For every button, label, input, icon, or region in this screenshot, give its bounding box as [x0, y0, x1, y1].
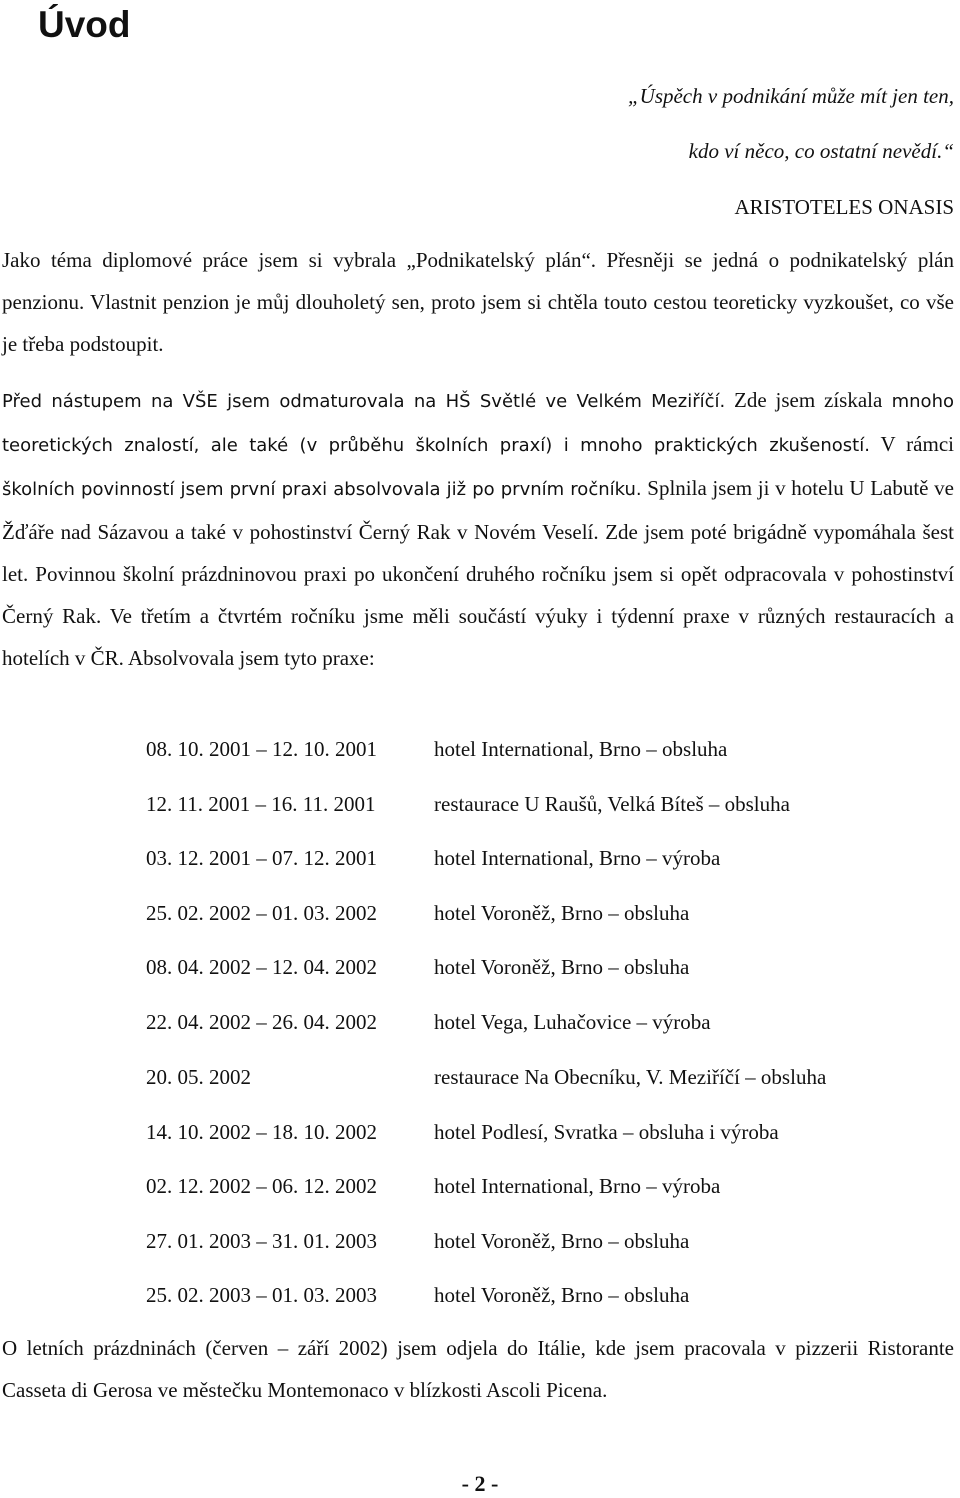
- paragraph-education-part-6: Splnila jsem ji v hotelu U Labutě ve Žďáře nad Sázavou a také v pohostinství Černý Rak v Novém Veselí. Zde jsem poté brigádně vypomáhala šest let.: [2, 476, 954, 586]
- paragraph-education-part-1: Před nástupem na VŠE jsem odmaturovala na HŠ Světlé ve Velkém Meziříčí.: [2, 391, 726, 412]
- motto-line-2: kdo ví něco, co ostatní nevědí.“: [688, 139, 954, 163]
- paragraph-education-part-2: Zde jsem získala: [725, 388, 883, 412]
- practice-dates: 03. 12. 2001 – 07. 12. 2001: [146, 846, 377, 870]
- practice-row: [0, 841, 960, 875]
- practice-place: hotel Voroněž, Brno – obsluha: [434, 1283, 690, 1307]
- practice-place: hotel International, Brno – obsluha: [434, 737, 728, 761]
- practice-place: hotel Voroněž, Brno – obsluha: [434, 1229, 690, 1253]
- paragraph-education-part-4: V rámci: [869, 432, 954, 456]
- practice-row: [0, 896, 960, 930]
- paragraph-intro: Jako téma diplomové práce jsem si vybrala „Podnikatelský plán“. Přesněji se jedná o podnikatelský plán penzionu. Vlastnit penzion je můj dlouholetý sen, proto jsem si chtěla touto cestou teoreticky vyzkoušet, co vše je třeba podstoupit.: [2, 248, 954, 356]
- paragraph-education: [2, 379, 954, 679]
- practice-dates: 08. 10. 2001 – 12. 10. 2001: [146, 737, 377, 761]
- paragraph-education-part-3: mnoho teoretických znalostí, ale také (v průběhu školních praxí) i mnoho praktických zkušeností.: [2, 391, 954, 456]
- practice-place: hotel Vega, Luhačovice – výroba: [434, 1010, 711, 1034]
- practice-place: hotel Podlesí, Svratka – obsluha i výroba: [434, 1120, 779, 1144]
- paragraph-education-part-7: Povinnou školní prázdninovou praxi po ukončení druhého ročníku jsem si opět odpracovala v pohostinství Černý Rak. Ve třetím a čtvrtém ročníku jsme měli součástí výuky i týdenní praxe v různých restauracích a hotelích v ČR. Absolvovala jsem tyto praxe:: [2, 562, 954, 670]
- practice-row: [0, 1169, 960, 1203]
- practice-dates: 14. 10. 2002 – 18. 10. 2002: [146, 1120, 377, 1144]
- practice-dates: 27. 01. 2003 – 31. 01. 2003: [146, 1229, 377, 1253]
- practice-row: [0, 1060, 960, 1094]
- practice-row: [0, 787, 960, 821]
- page-number: - 2 -: [461, 1471, 499, 1496]
- practice-dates: 02. 12. 2002 – 06. 12. 2002: [146, 1174, 377, 1198]
- motto-author: ARISTOTELES ONASIS: [734, 195, 954, 219]
- practice-dates: 20. 05. 2002: [146, 1065, 251, 1089]
- practice-place: hotel International, Brno – výroba: [434, 846, 721, 870]
- practice-place: restaurace U Raušů, Velká Bíteš – obsluha: [434, 792, 790, 816]
- paragraph-italy: O letních prázdninách (červen – září 2002) jsem odjela do Itálie, kde jsem pracovala v pizzerii Ristorante Casseta di Gerosa ve městečku Montemonaco v blízkosti Ascoli Picena.: [2, 1336, 954, 1402]
- practice-place: hotel International, Brno – výroba: [434, 1174, 721, 1198]
- practice-row: [0, 1115, 960, 1149]
- paragraph-education-part-5: školních povinností jsem první praxi absolvovala již po prvním ročníku.: [2, 479, 642, 500]
- practice-row: [0, 732, 960, 766]
- practice-dates: 25. 02. 2003 – 01. 03. 2003: [146, 1283, 377, 1307]
- practice-place: hotel Voroněž, Brno – obsluha: [434, 955, 690, 979]
- motto-line-1: „Úspěch v podnikání může mít jen ten,: [627, 84, 954, 108]
- practice-row: [0, 1005, 960, 1039]
- practice-row: [0, 1224, 960, 1258]
- practice-row: [0, 950, 960, 984]
- practice-dates: 08. 04. 2002 – 12. 04. 2002: [146, 955, 377, 979]
- page-title: Úvod: [38, 4, 131, 45]
- practice-dates: 12. 11. 2001 – 16. 11. 2001: [146, 792, 376, 816]
- practice-dates: 22. 04. 2002 – 26. 04. 2002: [146, 1010, 377, 1034]
- practice-row: [0, 1278, 960, 1312]
- practice-place: restaurace Na Obecníku, V. Meziříčí – obsluha: [434, 1065, 827, 1089]
- practice-dates: 25. 02. 2002 – 01. 03. 2002: [146, 901, 377, 925]
- practice-place: hotel Voroněž, Brno – obsluha: [434, 901, 690, 925]
